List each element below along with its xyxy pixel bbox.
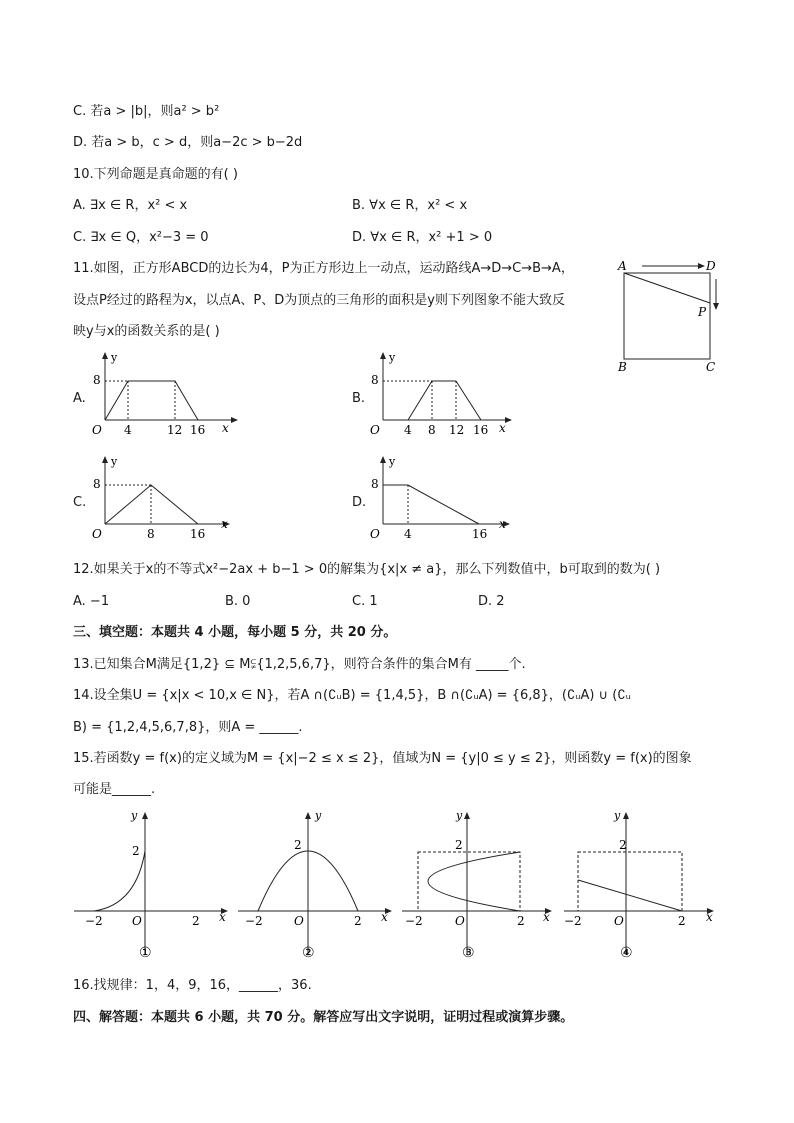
svg-text:4: 4 bbox=[124, 423, 132, 437]
svg-text:O: O bbox=[614, 914, 624, 928]
svg-text:8: 8 bbox=[371, 373, 379, 387]
svg-text:①: ① bbox=[139, 945, 152, 961]
graph-d-label: D. bbox=[352, 495, 367, 510]
label-c: C bbox=[706, 360, 716, 374]
svg-text:④: ④ bbox=[620, 945, 633, 961]
svg-text:O: O bbox=[132, 914, 142, 928]
svg-text:16: 16 bbox=[190, 527, 206, 541]
svg-text:2: 2 bbox=[455, 838, 463, 852]
q15-graph-2 bbox=[232, 805, 396, 965]
svg-text:y: y bbox=[111, 351, 118, 364]
svg-text:−2: −2 bbox=[564, 914, 582, 928]
svg-text:y: y bbox=[614, 809, 621, 822]
svg-text:2: 2 bbox=[517, 914, 525, 928]
label-b: B bbox=[618, 360, 627, 374]
q10-option-a: A. ∃x ∈ R，x² < x bbox=[73, 198, 188, 213]
svg-text:−2: −2 bbox=[405, 914, 423, 928]
graph-c bbox=[88, 452, 238, 544]
svg-text:O: O bbox=[92, 527, 102, 541]
q10-option-b: B. ∀x ∈ R，x² < x bbox=[352, 198, 468, 213]
graph-b bbox=[366, 348, 516, 440]
svg-text:2: 2 bbox=[192, 914, 200, 928]
q9-option-d: D. 若a > b，c > d，则a−2c > b−2d bbox=[73, 135, 303, 150]
svg-text:12: 12 bbox=[449, 423, 465, 437]
svg-text:O: O bbox=[370, 423, 380, 437]
svg-text:y: y bbox=[389, 351, 396, 364]
q12-option-a: A. −1 bbox=[73, 594, 110, 609]
q10-stem: 10.下列命题是真命题的有( ) bbox=[73, 167, 238, 182]
svg-text:8: 8 bbox=[371, 477, 379, 491]
svg-text:12: 12 bbox=[167, 423, 183, 437]
svg-text:8: 8 bbox=[428, 423, 436, 437]
svg-text:4: 4 bbox=[404, 423, 412, 437]
graph-c-label: C. bbox=[73, 495, 87, 510]
svg-text:2: 2 bbox=[294, 838, 302, 852]
section-4-heading: 四、解答题：本题共 6 小题，共 70 分。解答应写出文字说明，证明过程或演算步骤。 bbox=[73, 1010, 574, 1025]
svg-text:x: x bbox=[219, 910, 226, 924]
svg-text:−2: −2 bbox=[245, 914, 263, 928]
svg-text:y: y bbox=[315, 809, 322, 822]
svg-text:2: 2 bbox=[354, 914, 362, 928]
q14-line2: B) = {1,2,4,5,6,7,8}，则A = ______. bbox=[73, 720, 303, 735]
q9-option-c: C. 若a > |b|，则a² > b² bbox=[73, 104, 220, 119]
svg-text:②: ② bbox=[302, 945, 315, 961]
svg-text:16: 16 bbox=[190, 423, 206, 437]
graph-a bbox=[88, 348, 238, 440]
q12-stem: 12.如果关于x的不等式x²−2ax + b−1 > 0的解集为{x|x ≠ a}，那么下列数值中，b可取到的数为( ) bbox=[73, 562, 661, 577]
svg-text:8: 8 bbox=[93, 477, 101, 491]
q15-graph-3 bbox=[396, 805, 560, 965]
section-3-heading: 三、填空题：本题共 4 小题，每小题 5 分，共 20 分。 bbox=[73, 625, 397, 640]
svg-text:x: x bbox=[499, 517, 506, 531]
svg-text:x: x bbox=[222, 421, 229, 435]
q15-line1: 15.若函数y = f(x)的定义域为M = {x|−2 ≤ x ≤ 2}，值域为N = {y|0 ≤ y ≤ 2}，则函数y = f(x)的图象 bbox=[73, 751, 692, 766]
svg-text:2: 2 bbox=[132, 844, 140, 858]
q14-line1: 14.设全集U = {x|x < 10,x ∈ N}，若A ∩(∁ᵤB) = {1,4,5}，B ∩(∁ᵤA) = {6,8}，(∁ᵤA) ∪ (∁ᵤ bbox=[73, 688, 631, 703]
q12-option-b: B. 0 bbox=[225, 594, 251, 609]
svg-text:O: O bbox=[455, 914, 465, 928]
svg-text:x: x bbox=[221, 517, 228, 531]
q10-option-c: C. ∃x ∈ Q，x²−3 = 0 bbox=[73, 230, 209, 245]
svg-text:y: y bbox=[456, 809, 463, 822]
q10-option-d: D. ∀x ∈ R，x² +1 > 0 bbox=[352, 230, 493, 245]
svg-text:y: y bbox=[111, 455, 118, 468]
q12-option-d: D. 2 bbox=[478, 594, 505, 609]
svg-text:x: x bbox=[706, 910, 713, 924]
square-figure bbox=[612, 255, 732, 375]
svg-text:8: 8 bbox=[147, 527, 155, 541]
svg-text:4: 4 bbox=[404, 527, 412, 541]
svg-text:2: 2 bbox=[619, 838, 627, 852]
svg-text:O: O bbox=[92, 423, 102, 437]
svg-text:16: 16 bbox=[472, 527, 488, 541]
svg-text:x: x bbox=[381, 910, 388, 924]
q12-option-c: C. 1 bbox=[352, 594, 378, 609]
svg-text:y: y bbox=[389, 455, 396, 468]
svg-text:x: x bbox=[499, 421, 506, 435]
svg-text:O: O bbox=[294, 914, 304, 928]
q11-stem-line2: 设点P经过的路程为x，以点A、P、D为顶点的三角形的面积是y则下列图象不能大致反 bbox=[73, 293, 565, 308]
svg-text:2: 2 bbox=[678, 914, 686, 928]
graph-d bbox=[366, 452, 516, 544]
graph-b-label: B. bbox=[352, 391, 366, 406]
svg-text:③: ③ bbox=[462, 945, 475, 961]
svg-text:16: 16 bbox=[473, 423, 489, 437]
q15-graph-4 bbox=[560, 805, 724, 965]
q11-stem-line1: 11.如图，正方形ABCD的边长为4，P为正方形边上一动点，运动路线A→D→C→B→A， bbox=[73, 261, 574, 276]
q16: 16.找规律：1，4，9，16，______，36. bbox=[73, 978, 312, 993]
svg-text:x: x bbox=[543, 910, 550, 924]
svg-text:8: 8 bbox=[93, 373, 101, 387]
label-a: A bbox=[618, 259, 627, 273]
svg-text:y: y bbox=[131, 809, 138, 822]
label-d: D bbox=[706, 259, 716, 273]
svg-text:O: O bbox=[370, 527, 380, 541]
q13: 13.已知集合M满足{1,2} ⊆ M⫋{1,2,5,6,7}，则符合条件的集合M有 _____个. bbox=[73, 657, 526, 672]
q15-graph-1 bbox=[68, 805, 232, 965]
q15-line2: 可能是______. bbox=[73, 782, 156, 797]
q11-stem-line3: 映y与x的函数关系的是( ) bbox=[73, 324, 220, 339]
graph-a-label: A. bbox=[73, 391, 86, 406]
label-p: P bbox=[698, 305, 707, 319]
svg-text:−2: −2 bbox=[85, 914, 103, 928]
